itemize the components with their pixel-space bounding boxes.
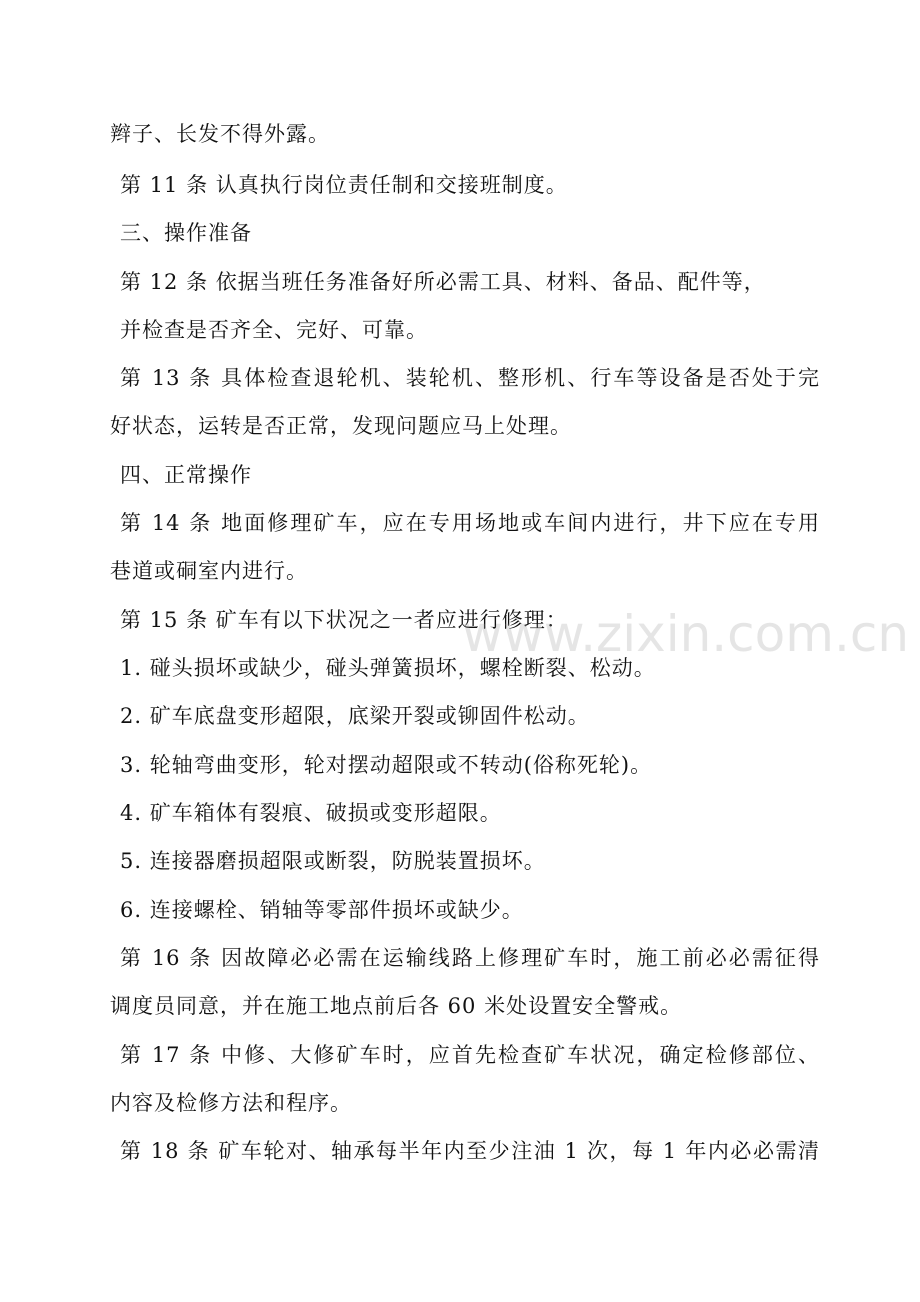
article-15: 第 15 条 矿车有以下状况之一者应进行修理： [120,608,568,632]
list-item: 4. 矿车箱体有裂痕、破损或变形超限。 [120,801,502,825]
article-17: 第 17 条 中修、大修矿车时，应首先检查矿车状况，确定检修部位、 [120,1043,820,1067]
text-line: 巷道或硐室内进行。 [110,559,308,583]
text-line: 并检查是否齐全、完好、可靠。 [120,318,428,342]
section-heading-3: 三、操作准备 [120,221,252,245]
text-line: 调度员同意，并在施工地点前后各 60 米处设置安全警戒。 [110,994,683,1018]
article-13: 第 13 条 具体检查退轮机、装轮机、整形机、行车等设备是否处于完 [120,366,820,390]
list-item: 1. 碰头损坏或缺少，碰头弹簧损坏，螺栓断裂、松动。 [120,656,656,680]
article-18: 第 18 条 矿车轮对、轴承每半年内至少注油 1 次，每 1 年内必必需清 [120,1139,820,1163]
list-item: 6. 连接螺栓、销轴等零部件损坏或缺少。 [120,898,524,922]
list-item: 2. 矿车底盘变形超限，底梁开裂或铆固件松动。 [120,704,590,728]
section-heading-4: 四、正常操作 [120,463,252,487]
list-item: 3. 轮轴弯曲变形，轮对摆动超限或不转动(俗称死轮)。 [120,753,653,777]
article-14: 第 14 条 地面修理矿车，应在专用场地或车间内进行，井下应在专用 [120,511,820,535]
list-item: 5. 连接器磨损超限或断裂，防脱装置损坏。 [120,849,546,873]
article-12: 第 12 条 依据当班任务准备好所必需工具、材料、备品、配件等， [120,270,766,294]
text-line: 好状态，运转是否正常，发现问题应马上处理。 [110,414,572,438]
article-16: 第 16 条 因故障必必需在运输线路上修理矿车时，施工前必必需征得 [120,946,820,970]
text-line: 辫子、长发不得外露。 [110,122,330,146]
article-11: 第 11 条 认真执行岗位责任制和交接班制度。 [120,173,568,197]
watermark: www.zixin.com.cn [462,605,910,663]
text-line: 内容及检修方法和程序。 [110,1091,352,1115]
